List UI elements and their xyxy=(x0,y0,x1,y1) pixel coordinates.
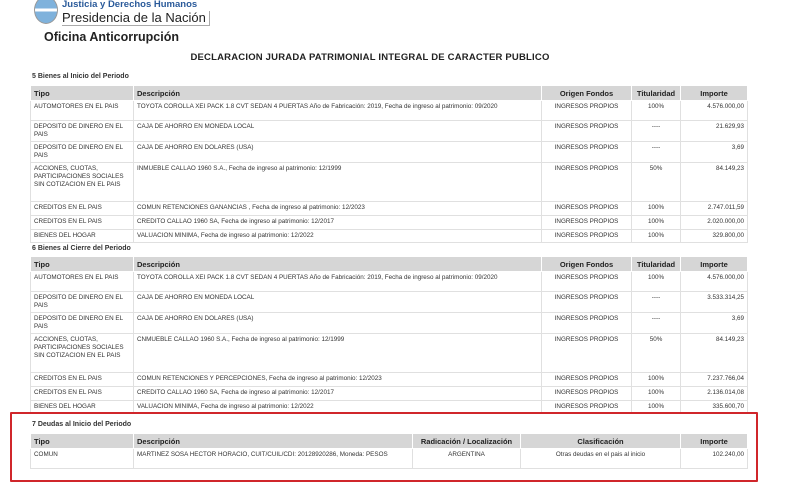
table-row xyxy=(31,142,748,163)
table-row xyxy=(31,373,748,387)
coat-of-arms-logo xyxy=(34,0,58,24)
table-cell: ARGENTINA xyxy=(413,449,521,469)
presidency-name: Presidencia de la Nación xyxy=(62,11,210,26)
table-cell: ACCIONES, CUOTAS, PARTICIPACIONES SOCIALES SIN COTIZACION EN EL PAIS xyxy=(31,334,134,373)
table-cell: CREDITO CALLAO 1960 SA, Fecha de ingreso al patrimonio: 12/2017 xyxy=(134,216,542,230)
table-cell: CAJA DE AHORRO EN MONEDA LOCAL xyxy=(134,121,542,142)
table-cell: DEPOSITO DE DINERO EN EL PAIS xyxy=(31,313,134,334)
table-row xyxy=(31,163,748,202)
column-header: Importe xyxy=(681,257,748,272)
assets-end-table xyxy=(30,256,748,414)
table-cell: AUTOMOTORES EN EL PAIS xyxy=(31,101,134,121)
table-cell: Otras deudas en el pais al inicio xyxy=(521,449,681,469)
table-cell: 2.136.014,08 xyxy=(681,387,748,401)
table-cell: TOYOTA COROLLA XEI PACK 1.8 CVT SEDAN 4 PUERTAS Año de Fabricación: 2019, Fecha de ingreso al patrimonio: 09/2020 xyxy=(134,272,542,292)
table-cell: 100% xyxy=(632,272,681,292)
table-cell: INGRESOS PROPIOS xyxy=(542,101,632,121)
table-cell: INGRESOS PROPIOS xyxy=(542,230,632,243)
table-row xyxy=(31,101,748,121)
table-cell: ---- xyxy=(632,121,681,142)
assets-start-table xyxy=(30,85,748,243)
table-cell: DEPOSITO DE DINERO EN EL PAIS xyxy=(31,121,134,142)
table-cell: CREDITOS EN EL PAIS xyxy=(31,373,134,387)
table-cell: AUTOMOTORES EN EL PAIS xyxy=(31,272,134,292)
table-cell: INGRESOS PROPIOS xyxy=(542,142,632,163)
section6-title: 6 Bienes al Cierre del Periodo xyxy=(32,245,131,252)
table-cell: 100% xyxy=(632,387,681,401)
table-cell: COMUN RETENCIONES Y PERCEPCIONES, Fecha de ingreso al patrimonio: 12/2023 xyxy=(134,373,542,387)
table-cell: INGRESOS PROPIOS xyxy=(542,272,632,292)
table-cell: INGRESOS PROPIOS xyxy=(542,292,632,313)
document-title: DECLARACION JURADA PATRIMONIAL INTEGRAL DE CARACTER PUBLICO xyxy=(190,52,550,63)
table-cell: 335.600,70 xyxy=(681,401,748,414)
column-header: Tipo xyxy=(31,257,134,272)
column-header: Importe xyxy=(681,86,748,101)
table-cell: 4.576.000,00 xyxy=(681,272,748,292)
table-cell: ---- xyxy=(632,142,681,163)
section7-title: 7 Deudas al Inicio del Periodo xyxy=(32,421,132,428)
header-row xyxy=(31,434,748,449)
table-cell: INGRESOS PROPIOS xyxy=(542,202,632,216)
table-cell: COMUN xyxy=(31,449,134,469)
table-cell: CNMUEBLE CALLAO 1960 S.A., Fecha de ingreso al patrimonio: 12/1999 xyxy=(134,334,542,373)
table-cell: ---- xyxy=(632,313,681,334)
table-cell: 3,69 xyxy=(681,313,748,334)
table-cell: 84.149,23 xyxy=(681,334,748,373)
table-row xyxy=(31,292,748,313)
table-row xyxy=(31,230,748,243)
table-cell: 21.629,93 xyxy=(681,121,748,142)
office-name: Oficina Anticorrupción xyxy=(44,30,179,44)
table-cell: 50% xyxy=(632,163,681,202)
table-cell: 3,69 xyxy=(681,142,748,163)
table-cell: CREDITOS EN EL PAIS xyxy=(31,202,134,216)
table-cell: VALUACION MINIMA, Fecha de ingreso al patrimonio: 12/2022 xyxy=(134,230,542,243)
table-cell: INMUEBLE CALLAO 1960 S.A., Fecha de ingreso al patrimonio: 12/1999 xyxy=(134,163,542,202)
table-cell: 102.240,00 xyxy=(681,449,748,469)
table-cell: DEPOSITO DE DINERO EN EL PAIS xyxy=(31,292,134,313)
table-cell: INGRESOS PROPIOS xyxy=(542,121,632,142)
table-cell: CREDITO CALLAO 1960 SA, Fecha de ingreso al patrimonio: 12/2017 xyxy=(134,387,542,401)
table-cell: 50% xyxy=(632,334,681,373)
table-cell: 84.149,23 xyxy=(681,163,748,202)
table-row xyxy=(31,449,748,469)
table-cell: CAJA DE AHORRO EN MONEDA LOCAL xyxy=(134,292,542,313)
column-header: Importe xyxy=(681,434,748,449)
column-header: Descripción xyxy=(134,257,542,272)
table-cell: TOYOTA COROLLA XEI PACK 1.8 CVT SEDAN 4 PUERTAS Año de Fabricación: 2019, Fecha de ingreso al patrimonio: 09/2020 xyxy=(134,101,542,121)
table-cell: 2.747.011,59 xyxy=(681,202,748,216)
table-cell: 100% xyxy=(632,101,681,121)
column-header: Titularidad xyxy=(632,86,681,101)
debts-start-table xyxy=(30,433,748,469)
section5-title: 5 Bienes al Inicio del Periodo xyxy=(32,73,129,80)
table-cell: 2.020.000,00 xyxy=(681,216,748,230)
column-header: Titularidad xyxy=(632,257,681,272)
table-cell: INGRESOS PROPIOS xyxy=(542,216,632,230)
table-cell: 100% xyxy=(632,216,681,230)
column-header: Clasificación xyxy=(521,434,681,449)
header-row xyxy=(31,86,748,101)
table-cell: COMUN RETENCIONES GANANCIAS , Fecha de ingreso al patrimonio: 12/2023 xyxy=(134,202,542,216)
table-cell: INGRESOS PROPIOS xyxy=(542,387,632,401)
table-cell: CAJA DE AHORRO EN DOLARES (USA) xyxy=(134,142,542,163)
table-row xyxy=(31,202,748,216)
table-row xyxy=(31,272,748,292)
table-row xyxy=(31,334,748,373)
table-cell: 4.576.000,00 xyxy=(681,101,748,121)
header-row xyxy=(31,257,748,272)
column-header: Origen Fondos xyxy=(542,86,632,101)
table-cell: INGRESOS PROPIOS xyxy=(542,373,632,387)
column-header: Tipo xyxy=(31,434,134,449)
table-cell: INGRESOS PROPIOS xyxy=(542,163,632,202)
table-cell: 100% xyxy=(632,230,681,243)
table-row xyxy=(31,313,748,334)
table-row xyxy=(31,216,748,230)
table-cell: 100% xyxy=(632,202,681,216)
table-cell: INGRESOS PROPIOS xyxy=(542,313,632,334)
table-cell: CREDITOS EN EL PAIS xyxy=(31,216,134,230)
table-cell: ACCIONES, CUOTAS, PARTICIPACIONES SOCIALES SIN COTIZACION EN EL PAIS xyxy=(31,163,134,202)
ministry-name: Justicia y Derechos Humanos xyxy=(62,0,198,10)
table-cell: INGRESOS PROPIOS xyxy=(542,401,632,414)
column-header: Origen Fondos xyxy=(542,257,632,272)
table-cell: 329.800,00 xyxy=(681,230,748,243)
table-cell: VALUACION MINIMA, Fecha de ingreso al patrimonio: 12/2022 xyxy=(134,401,542,414)
column-header: Descripción xyxy=(134,86,542,101)
column-header: Tipo xyxy=(31,86,134,101)
table-cell: 100% xyxy=(632,373,681,387)
column-header: Radicación / Localización xyxy=(413,434,521,449)
table-cell: MARTINEZ SOSA HECTOR HORACIO, CUIT/CUIL/CDI: 20128920286, Moneda: PESOS xyxy=(134,449,413,469)
table-cell: CREDITOS EN EL PAIS xyxy=(31,387,134,401)
table-row xyxy=(31,121,748,142)
table-cell: DEPOSITO DE DINERO EN EL PAIS xyxy=(31,142,134,163)
table-cell: 100% xyxy=(632,401,681,414)
table-row xyxy=(31,387,748,401)
table-cell: 3.533.314,25 xyxy=(681,292,748,313)
table-cell: ---- xyxy=(632,292,681,313)
table-cell: INGRESOS PROPIOS xyxy=(542,334,632,373)
table-cell: BIENES DEL HOGAR xyxy=(31,401,134,414)
table-cell: 7.237.766,04 xyxy=(681,373,748,387)
column-header: Descripción xyxy=(134,434,413,449)
table-cell: CAJA DE AHORRO EN DOLARES (USA) xyxy=(134,313,542,334)
table-cell: BIENES DEL HOGAR xyxy=(31,230,134,243)
